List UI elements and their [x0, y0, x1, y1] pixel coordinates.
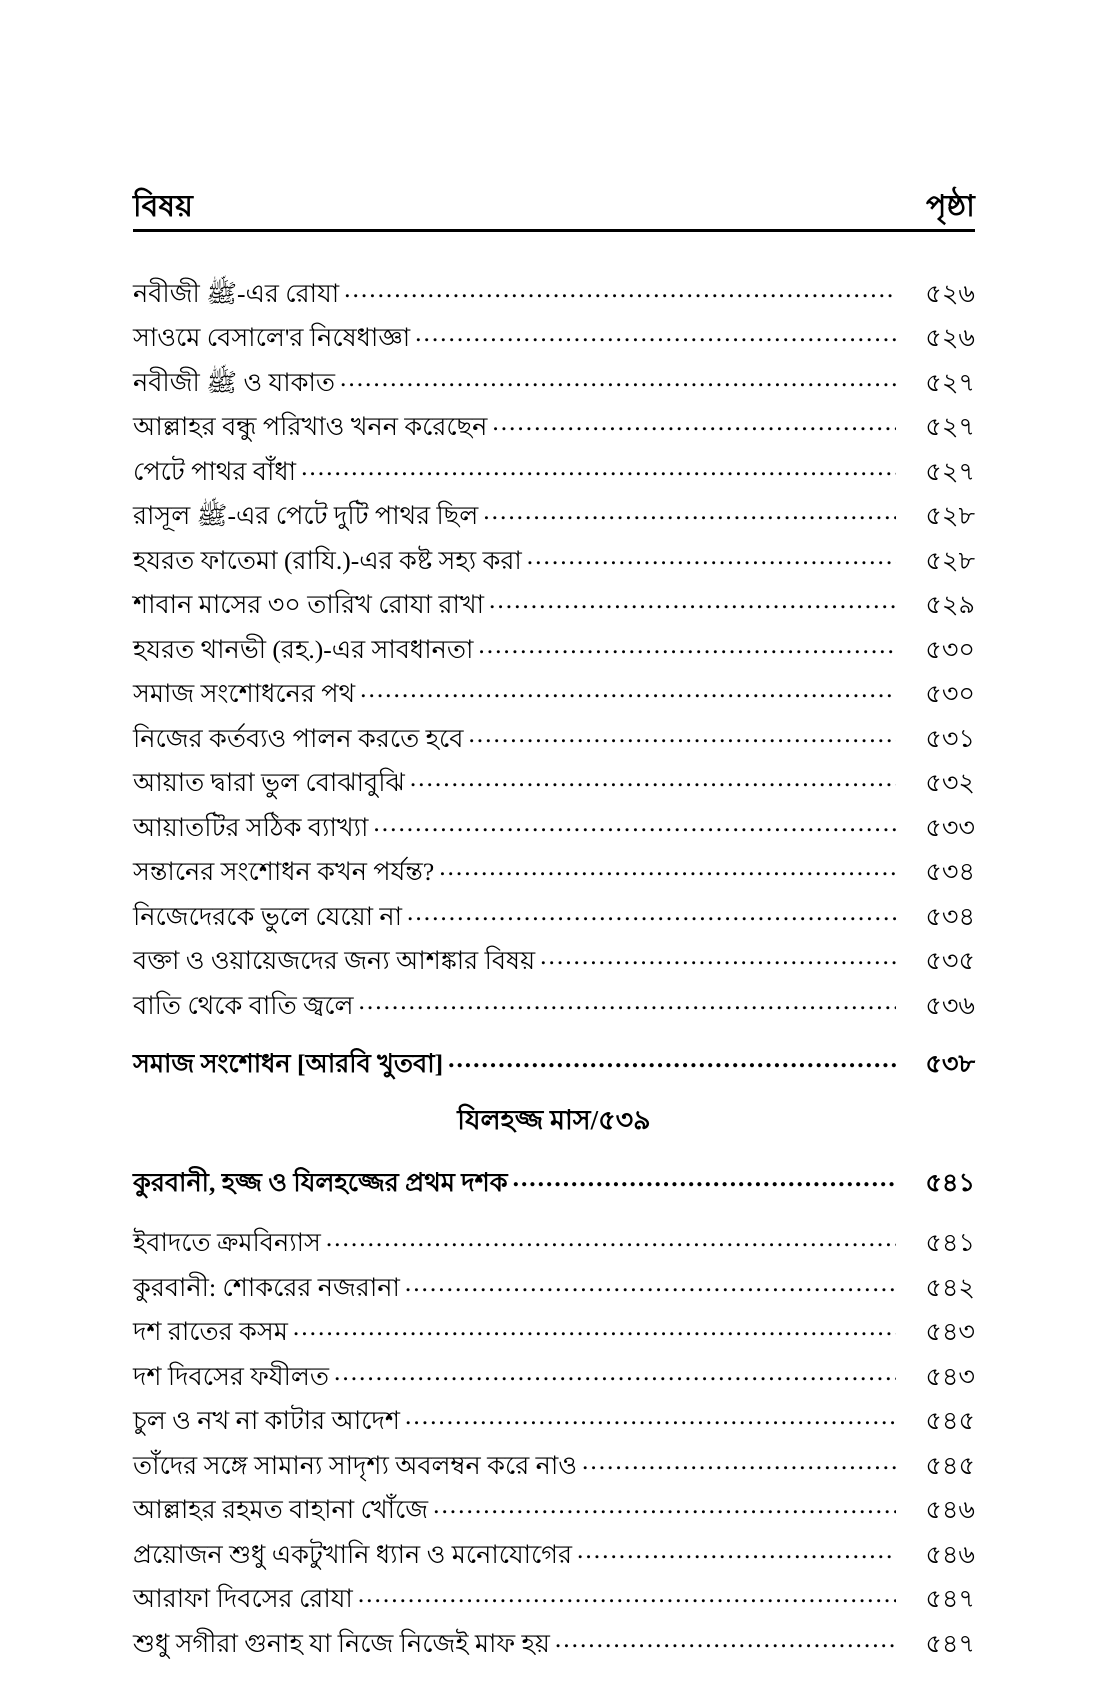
toc-entry-page-number: ৫৩০ — [925, 679, 975, 708]
toc-entry-title: সমাজ সংশোধন [আরবি খুতবা] — [133, 1048, 444, 1078]
toc-entry[interactable] — [133, 588, 975, 618]
toc-dot-leader — [410, 766, 896, 792]
toc-dot-leader — [582, 1448, 896, 1474]
toc-entry[interactable] — [133, 1166, 975, 1196]
toc-entry[interactable] — [133, 1226, 975, 1256]
toc-dot-leader — [405, 1270, 896, 1296]
toc-entry-page-number: ৫৩৫ — [925, 946, 975, 975]
toc-entry-page-number: ৫২৭ — [925, 456, 975, 486]
toc-entry-title: হযরত থানভী (রহ.)-এর সাবধানতা — [133, 634, 474, 664]
toc-entry[interactable] — [133, 1270, 975, 1300]
toc-entry-title: হযরত ফাতেমা (রাযি.)-এর কষ্ট সহ্য করা — [133, 545, 522, 575]
toc-dot-leader — [489, 588, 896, 614]
toc-entry-page-number: ৫২৮ — [925, 501, 975, 530]
toc-entry-title: আয়াত দ্বারা ভুল বোঝাবুঝি — [133, 768, 405, 797]
toc-entry-title: সমাজ সংশোধনের পথ — [133, 679, 356, 708]
toc-entry-page-number: ৫২৭ — [925, 412, 975, 441]
toc-entry[interactable] — [133, 1315, 975, 1345]
toc-dot-leader — [344, 276, 896, 302]
toc-dot-leader — [407, 899, 896, 925]
toc-entry[interactable] — [133, 365, 975, 395]
toc-entry[interactable] — [133, 410, 975, 440]
toc-entry[interactable] — [133, 632, 975, 662]
toc-dot-leader — [555, 1626, 896, 1652]
toc-dot-leader — [334, 1359, 896, 1385]
toc-entry-title: বাতি থেকে বাতি জ্বলে — [133, 990, 354, 1020]
header-page-label: পৃষ্ঠা — [925, 190, 975, 223]
toc-dot-leader — [478, 632, 896, 658]
toc-dot-leader — [358, 1582, 896, 1608]
toc-entry-title: আয়াতটির সঠিক ব্যাখ্যা — [133, 812, 369, 842]
toc-entry[interactable] — [133, 1582, 975, 1612]
toc-dot-leader — [468, 721, 896, 747]
toc-entry-page-number: ৫৪৫ — [925, 1406, 975, 1436]
toc-entry[interactable] — [133, 1046, 975, 1076]
toc-entry[interactable] — [133, 543, 975, 573]
toc-entry-title: শুধু সগীরা গুনাহ যা নিজে নিজেই মাফ হয় — [133, 1628, 550, 1658]
toc-entry-page-number: ৫৪৬ — [925, 1539, 975, 1569]
toc-entry-page-number: ৫৪৬ — [925, 1495, 975, 1525]
toc-entry-title: তাঁদের সঙ্গে সামান্য সাদৃশ্য অবলম্বন করে নাও — [133, 1450, 577, 1480]
toc-entry-title: কুরবানী, হজ্জ ও যিলহজ্জের প্রথম দশক — [133, 1168, 508, 1198]
toc-entries-secondary — [133, 1166, 975, 1657]
toc-entry[interactable] — [133, 454, 975, 484]
header-subject-label: বিষয় — [133, 190, 194, 223]
toc-entry[interactable] — [133, 276, 975, 306]
toc-dot-leader — [439, 855, 896, 881]
toc-dot-leader — [513, 1166, 896, 1192]
toc-entry[interactable] — [133, 855, 975, 885]
toc-entry-title: সন্তানের সংশোধন কখন পর্যন্ত? — [133, 857, 435, 886]
toc-entry-page-number: ৫৩৮ — [925, 1048, 975, 1078]
toc-entry-title: নিজের কর্তব্যও পালন করতে হবে — [133, 723, 464, 753]
toc-entry-title: শাবান মাসের ৩০ তারিখ রোযা রাখা — [133, 590, 485, 619]
toc-entry[interactable] — [133, 1359, 975, 1389]
toc-dot-leader — [448, 1046, 896, 1072]
toc-dot-leader — [405, 1404, 896, 1430]
toc-entry-title: চুল ও নখ না কাটার আদেশ — [133, 1406, 401, 1436]
toc-entry-page-number: ৫২৭ — [925, 367, 975, 397]
header-divider-rule — [133, 229, 975, 232]
toc-entry[interactable] — [133, 499, 975, 529]
toc-entry-page-number: ৫২৮ — [925, 545, 975, 575]
toc-entry-title: পেটে পাথর বাঁধা — [133, 456, 297, 486]
toc-dot-leader — [373, 810, 896, 836]
toc-entry-page-number: ৫৩৪ — [925, 857, 975, 886]
toc-dot-leader — [540, 944, 896, 970]
toc-entry-page-number: ৫৪১ — [925, 1168, 975, 1198]
toc-entry-page-number: ৫২৬ — [925, 278, 975, 308]
toc-entry-page-number: ৫৩২ — [925, 768, 975, 797]
toc-entry-page-number: ৫৪৭ — [925, 1584, 975, 1614]
toc-dot-leader — [359, 988, 896, 1014]
toc-entry-page-number: ৫৩০ — [925, 634, 975, 664]
section-divider-zilhajj: যিলহজ্জ মাস/৫৩৯ — [457, 1105, 651, 1135]
toc-dot-leader — [301, 454, 896, 480]
toc-entry-title: আরাফা দিবসের রোযা — [133, 1584, 353, 1614]
toc-entry-page-number: ৫৪২ — [925, 1272, 975, 1302]
toc-dot-leader — [293, 1315, 896, 1341]
toc-entries-primary — [133, 276, 975, 1076]
toc-entry-page-number: ৫৩৩ — [925, 812, 975, 842]
toc-entry-page-number: ৫৩৬ — [925, 990, 975, 1020]
toc-dot-leader — [360, 677, 896, 703]
toc-entry[interactable] — [133, 1537, 975, 1567]
toc-entry-title: রাসূল ﷺ-এর পেটে দুটি পাথর ছিল — [133, 501, 479, 530]
toc-entry[interactable] — [133, 677, 975, 707]
toc-entry-title: দশ রাতের কসম — [133, 1317, 288, 1347]
toc-entry-title: ইবাদতে ক্রমবিন্যাস — [133, 1228, 321, 1258]
toc-dot-leader — [340, 365, 896, 391]
toc-entry-page-number: ৫৪৭ — [925, 1628, 975, 1658]
toc-entry-page-number: ৫৪১ — [925, 1228, 975, 1258]
toc-entry-page-number: ৫৪৩ — [925, 1361, 975, 1391]
toc-entry-title: নবীজী ﷺ-এর রোযা — [133, 278, 340, 308]
toc-entry-page-number: ৫৪৫ — [925, 1450, 975, 1480]
toc-dot-leader — [326, 1226, 896, 1252]
toc-dot-leader — [527, 543, 896, 569]
toc-entry-title: সাওমে বেসালে'র নিষেধাজ্ঞা — [133, 323, 411, 352]
toc-entry-title: নিজেদেরকে ভুলে যেয়ো না — [133, 901, 403, 931]
toc-entry-title: নবীজী ﷺ ও যাকাত — [133, 367, 335, 397]
toc-entry-page-number: ৫২৯ — [925, 590, 975, 619]
toc-entry[interactable] — [133, 1404, 975, 1434]
toc-entry-title: বক্তা ও ওয়ায়েজদের জন্য আশঙ্কার বিষয় — [133, 946, 536, 975]
toc-dot-leader — [577, 1537, 896, 1563]
toc-dot-leader — [483, 499, 896, 525]
toc-entry-title: দশ দিবসের ফযীলত — [133, 1361, 329, 1391]
toc-dot-leader — [433, 1493, 896, 1519]
toc-entry[interactable] — [133, 810, 975, 840]
toc-entry[interactable] — [133, 944, 975, 974]
toc-entry-title: আল্লাহর বন্ধু পরিখাও খনন করেছেন — [133, 412, 488, 441]
toc-entry[interactable] — [133, 721, 975, 751]
toc-entry[interactable] — [133, 1493, 975, 1523]
toc-entry-page-number: ৫৩৪ — [925, 901, 975, 931]
toc-entry-title: কুরবানী: শোকরের নজরানা — [133, 1272, 400, 1302]
toc-entry[interactable] — [133, 321, 975, 351]
toc-entry[interactable] — [133, 988, 975, 1018]
toc-entry-title: প্রয়োজন শুধু একটুখানি ধ্যান ও মনোযোগের — [133, 1539, 573, 1569]
toc-entry[interactable] — [133, 899, 975, 929]
toc-entry-title: আল্লাহর রহমত বাহানা খোঁজে — [133, 1495, 429, 1525]
toc-entry[interactable] — [133, 766, 975, 796]
toc-entry[interactable] — [133, 1448, 975, 1478]
toc-header — [133, 190, 975, 229]
toc-entry-page-number: ৫৩১ — [925, 723, 975, 753]
toc-dot-leader — [415, 321, 896, 347]
toc-dot-leader — [492, 410, 896, 436]
toc-entry-page-number: ৫৪৩ — [925, 1317, 975, 1347]
toc-entry-page-number: ৫২৬ — [925, 323, 975, 352]
toc-entry[interactable] — [133, 1626, 975, 1656]
